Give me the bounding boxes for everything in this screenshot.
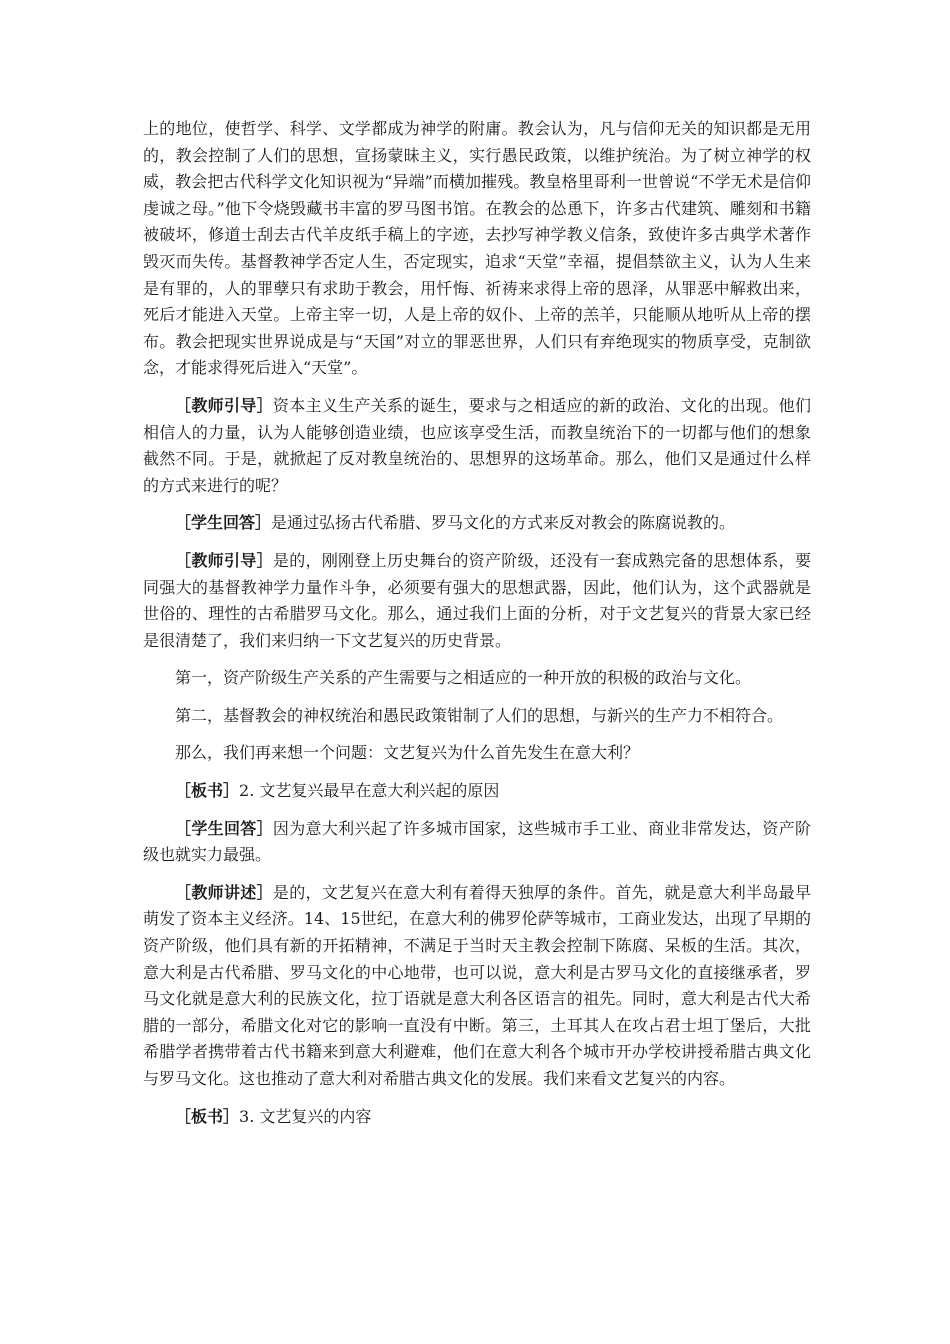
paragraph-point-first <box>143 665 811 692</box>
paragraph-text: 资本主义生产关系的诞生，要求与之相适应的新的政治、文化的出现。他们相信人的力量，认为人能够创造业绩，也应该享受生活，而教皇统治下的一切都与他们的想象截然不同。于是，就掀起了反对教皇统治的、思想界的这场革命。那么，他们又是通过什么样的方式来进行的呢？ <box>143 395 811 495</box>
paragraph-teacher-lecture <box>143 880 811 1093</box>
paragraph-tag: ［教师讲述］ <box>175 882 273 902</box>
paragraph-tag: ［教师引导］ <box>175 395 273 415</box>
paragraph-teacher-guide-2 <box>143 548 811 654</box>
paragraph-tag: ［教师引导］ <box>175 550 273 570</box>
paragraph-text: 那么，我们再来想一个问题：文艺复兴为什么首先发生在意大利？ <box>175 743 640 763</box>
paragraph-board-2 <box>143 778 811 805</box>
paragraph-text: 2. 文艺复兴最早在意大利兴起的原因 <box>239 781 500 801</box>
paragraph-text: 是的，文艺复兴在意大利有着得天独厚的条件。首先，就是意大利半岛最早萌发了资本主义经济。14、15世纪，在意大利的佛罗伦萨等城市，工商业发达，出现了早期的资产阶级，他们具有新的开拓精神，不满足于当时天主教会控制下陈腐、呆板的生活。其次，意大利是古代希腊、罗马文化的中心地带，也可以说，意大利是古罗马文化的直接继承者，罗马文化就是意大利的民族文化，拉丁语就是意大利各区语言的祖先。同时，意大利是古代大希腊的一部分，希腊文化对它的影响一直没有中断。第三，土耳其人在攻占君士坦丁堡后，大批希腊学者携带着古代书籍来到意大利避难，他们在意大利各个城市开办学校讲授希腊古典文化与罗马文化。这也推动了意大利对希腊古典文化的发展。我们来看文艺复兴的内容。 <box>143 882 811 1088</box>
paragraph-question <box>143 740 811 767</box>
paragraph-tag: ［板书］ <box>175 781 240 801</box>
paragraph-text: 上的地位，使哲学、科学、文学都成为神学的附庸。教会认为，凡与信仰无关的知识都是无用的，教会控制了人们的思想，宣扬蒙昧主义，实行愚民政策，以维护统治。为了树立神学的权威，教会把古代科学文化知识视为“异端”而横加摧残。教皇格里哥利一世曾说“不学无术是信仰虔诚之母。”他下令烧毁藏书丰富的罗马图书馆。在教会的怂恿下，许多古代建筑、雕刻和书籍被破坏，修道士刮去古代羊皮纸手稿上的字迹，去抄写神学教义信条，致使许多古典学术著作毁灭而失传。基督教神学否定人生，否定现实，追求“天堂”幸福，提倡禁欲主义，认为人生来是有罪的，人的罪孽只有求助于教会，用忏悔、祈祷来求得上帝的恩泽，从罪恶中解救出来，死后才能进入天堂。上帝主宰一切，人是上帝的奴仆、上帝的羔羊，只能顺从地听从上帝的摆布。教会把现实世界说成是与“天国”对立的罪恶世界，人们只有弃绝现实的物质享受，克制欲念，才能求得死后进入“天堂”。 <box>143 119 811 378</box>
paragraph-student-answer-2 <box>143 816 811 869</box>
paragraph-church-control <box>143 116 811 382</box>
paragraph-text: 是通过弘扬古代希腊、罗马文化的方式来反对教会的陈腐说教的。 <box>271 513 736 533</box>
paragraph-tag: ［板书］ <box>175 1106 240 1126</box>
paragraph-tag: ［学生回答］ <box>175 818 273 838</box>
paragraph-board-3 <box>143 1104 811 1131</box>
paragraph-point-second <box>143 703 811 730</box>
document-page <box>143 116 811 1130</box>
paragraph-text: 因为意大利兴起了许多城市国家，这些城市手工业、商业非常发达，资产阶级也就实力最强。 <box>143 818 811 865</box>
paragraph-teacher-guide-1 <box>143 393 811 499</box>
paragraph-text: 第一，资产阶级生产关系的产生需要与之相适应的一种开放的积极的政治与文化。 <box>175 668 752 688</box>
paragraph-text: 3. 文艺复兴的内容 <box>239 1106 372 1126</box>
paragraph-text: 第二，基督教会的神权统治和愚民政策钳制了人们的思想，与新兴的生产力不相符合。 <box>175 705 784 725</box>
paragraph-tag: ［学生回答］ <box>175 513 272 533</box>
paragraph-text: 是的，刚刚登上历史舞台的资产阶级，还没有一套成熟完备的思想体系，要同强大的基督教神学力量作斗争，必须要有强大的思想武器，因此，他们认为，这个武器就是世俗的、理性的古希腊罗马文化。那么，通过我们上面的分析，对于文艺复兴的背景大家已经是很清楚了，我们来归纳一下文艺复兴的历史背景。 <box>143 550 811 650</box>
paragraph-student-answer-1 <box>143 510 811 537</box>
